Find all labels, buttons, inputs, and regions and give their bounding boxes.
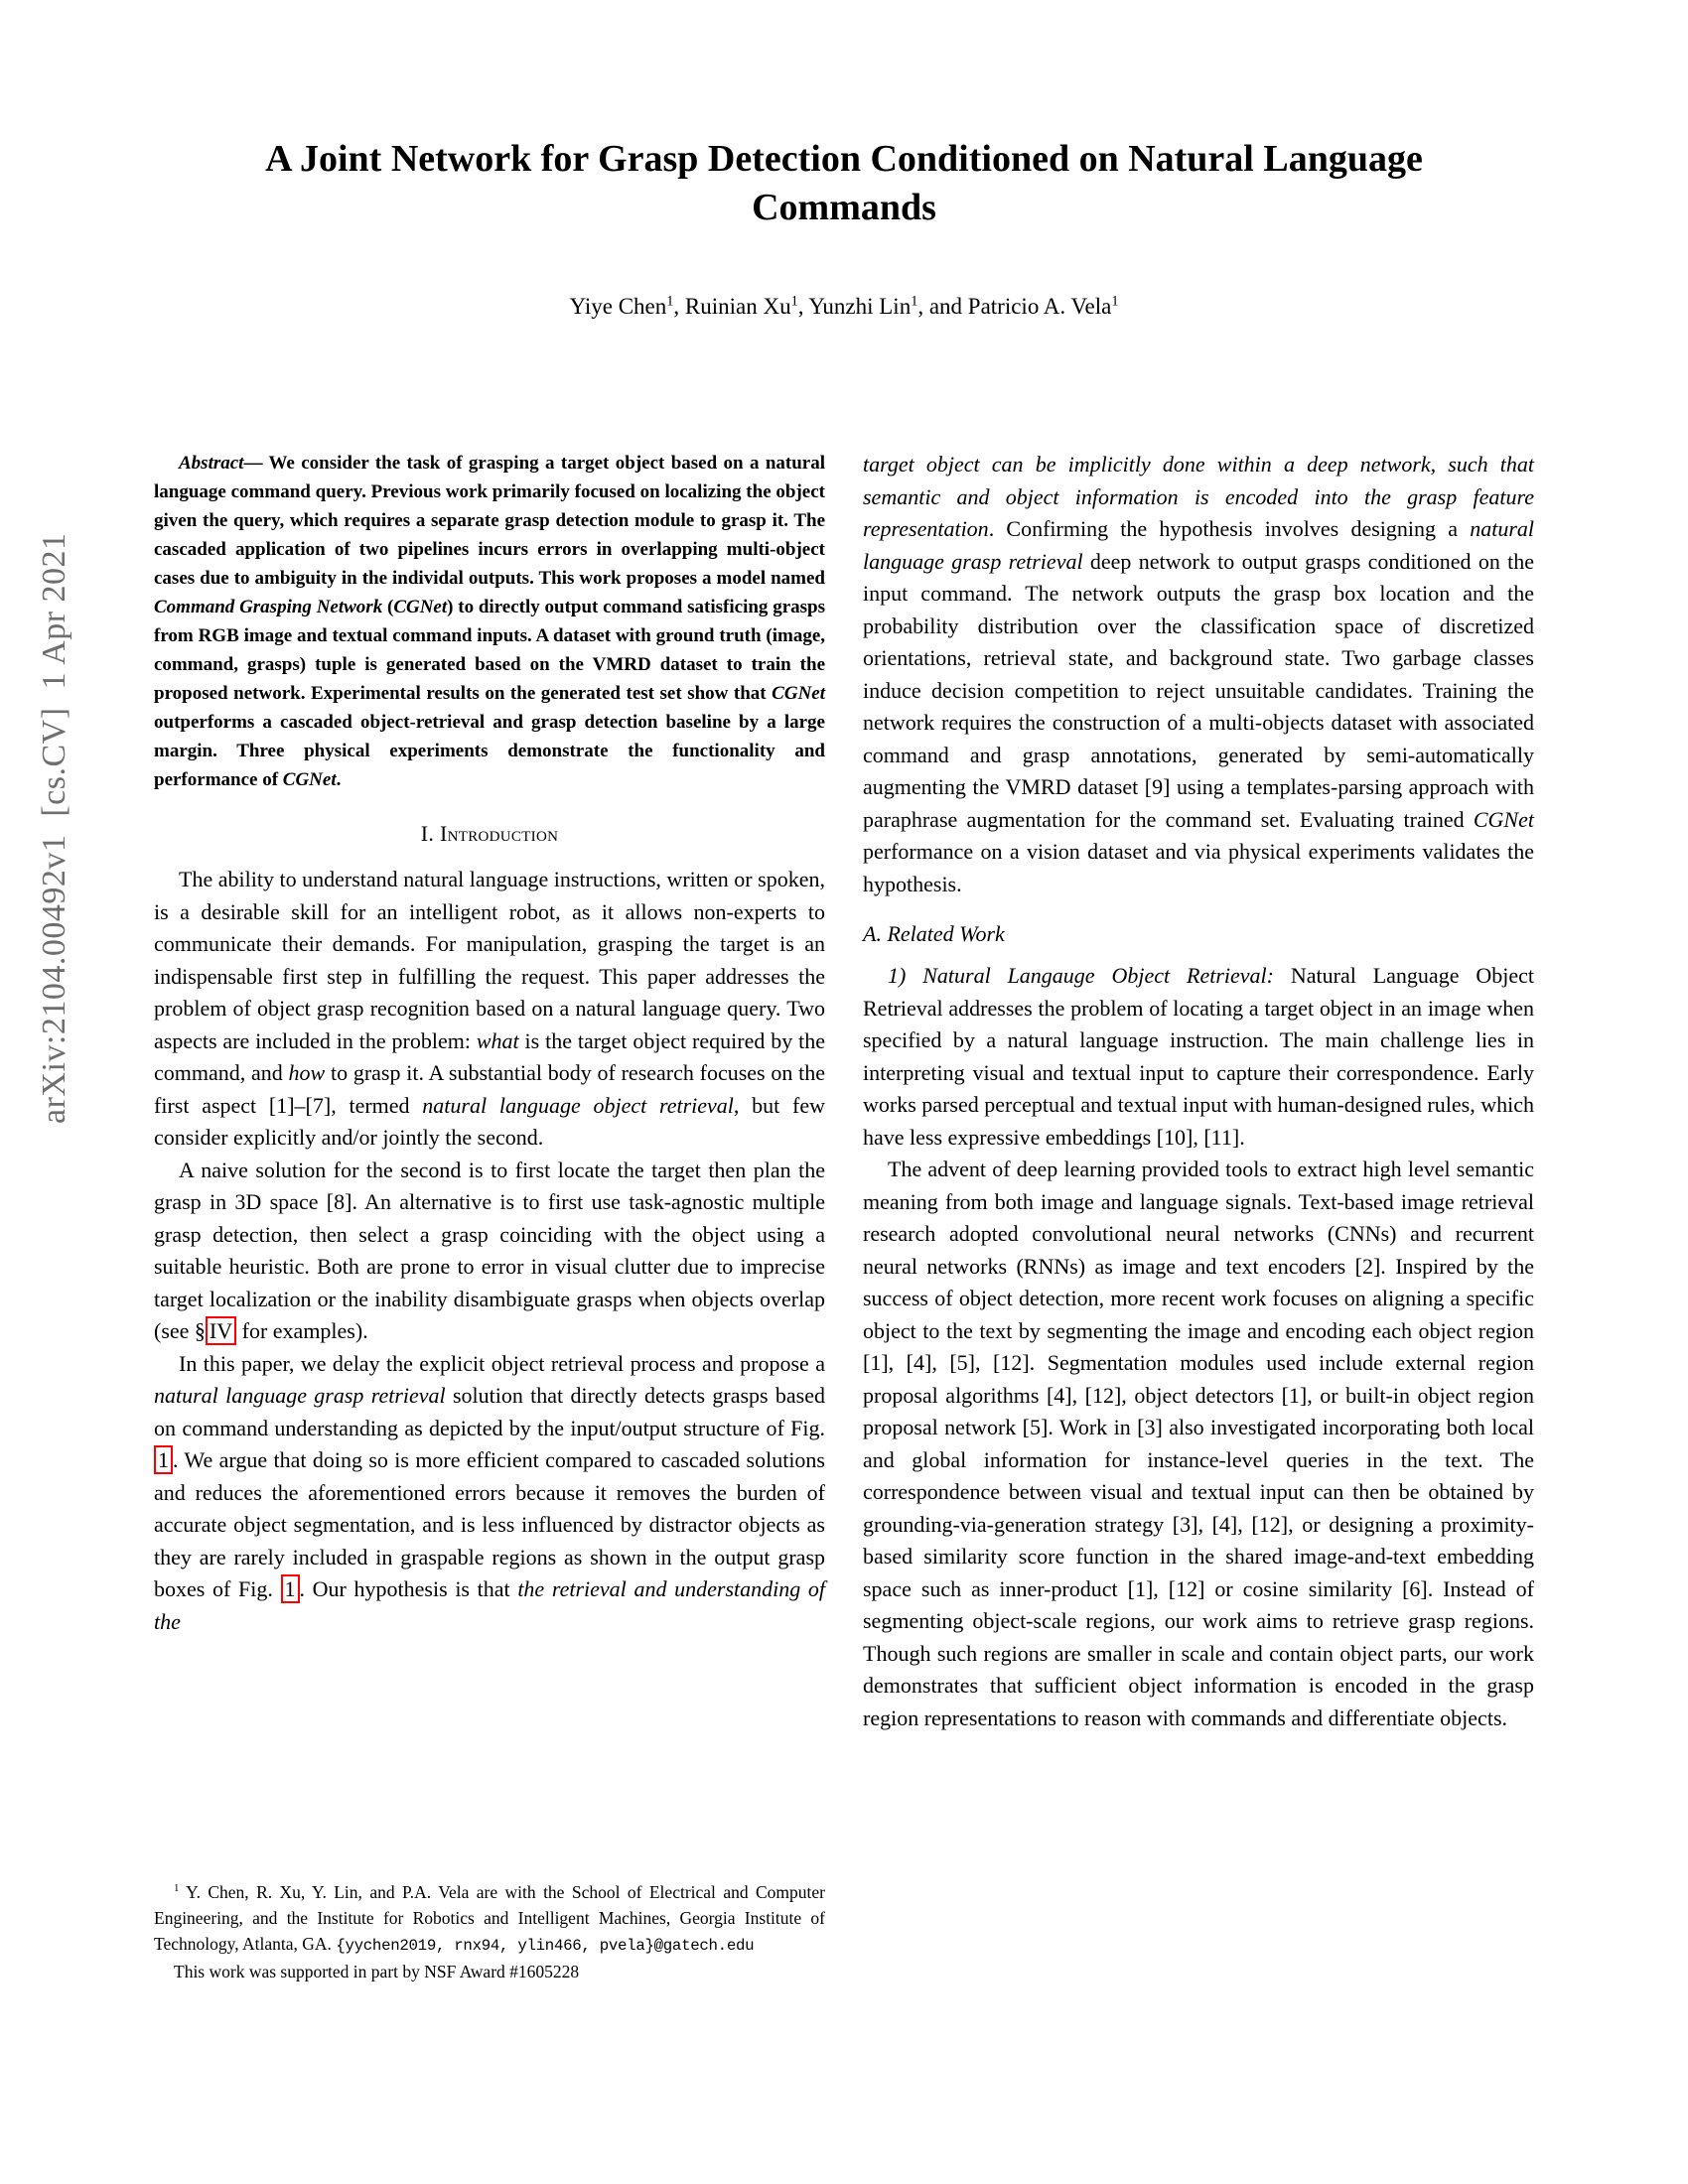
text-run: what — [476, 1027, 519, 1053]
right-column — [863, 449, 1534, 1734]
text-run: CGNet — [1473, 806, 1534, 832]
related-work-paragraph-1 — [863, 960, 1534, 1154]
text-run: natural language grasp retrieval — [154, 1383, 446, 1408]
text-run: 1 — [666, 293, 674, 310]
text-run: A naive solution for the second is to first locate the target then plan the grasp in 3D space [8]. An alternative is to first use task-agnostic multiple grasp detection, then select a grasp coinciding with the object using a suitable heuristic. Both are prone to error in visual clutter due to imprecise target localization or the inability disambiguate grasps when objects overlap (see § — [154, 1157, 825, 1343]
text-run: A. Related Work — [863, 921, 1005, 946]
paper-title-line-2: Commands — [752, 187, 936, 228]
text-run: This work was supported in part by NSF Award #1605228 — [174, 1962, 580, 1981]
text-run: CGNet — [772, 683, 825, 704]
abstract — [154, 449, 825, 794]
text-run: I. — [420, 821, 440, 846]
section-heading-introduction — [154, 821, 825, 847]
text-run: how — [288, 1060, 326, 1085]
text-run: Natural Language Object Retrieval addresses the problem of locating a target object in an image when specified by a natural language instruction. The main challenge lies in interpreting visual and textual input to capture their correspondence. Early works parsed perceptual and textual input with human-designed rules, which have less expressive embeddings [10], [11]. — [863, 963, 1534, 1150]
funding-footnote — [154, 1959, 825, 1984]
text-run: Yiye Chen — [569, 294, 667, 319]
text-run: ) to directly output command satisficing grasps from RGB image and textual command inputs. A dataset with ground truth (image, command, grasps) tuple is generated based on the VMRD dataset to train the proposed network. Experimental results on the generated test set show that — [154, 597, 825, 704]
text-run: CGNet — [393, 597, 448, 617]
left-column — [154, 449, 825, 1638]
author-line — [0, 294, 1688, 320]
text-run: for examples). — [236, 1318, 368, 1343]
text-run: 1 — [174, 1882, 180, 1895]
text-run: to grasp it. A substantial body of research focuses on the first aspect [1]–[7], termed — [154, 1060, 825, 1118]
author-emails: {yychen2019, rnx94, ylin466, pvela}@gatech.edu — [336, 1937, 755, 1955]
text-run: The advent of deep learning provided tools to extract high level semantic meaning from both image and language signals. Text-based image retrieval research adopted convolutional neural networks (CNNs) and recurrent neural networks (RNNs) as image and text encoders [2]. Inspired by the success of object detection, more recent work focuses on aligning a specific object to the text by segmenting the image and encoding each object region [1], [4], [5], [12]. Segmentation modules used include external region proposal algorithms [4], [12], object detectors [1], or built-in object region proposal network [5]. Work in [3] also investigated incorporating both local and global information for instance-level queries in the text. The correspondence between visual and textual input can then be obtained by grounding-via-generation strategy [3], [4], [12], or designing a proximity-based similarity score function in the shared image-and-text embedding space such as inner-product [1], [12] or cosine similarity [6]. Instead of segmenting object-scale regions, our work aims to retrieve grasp regions. Though such regions are smaller in scale and contain object parts, our work demonstrates that sufficient object information is encoded in the grasp region representations to reason with commands and differentiate objects. — [863, 1157, 1534, 1730]
text-run: Y. Chen, R. Xu, Y. Lin, and P.A. Vela are with the School of Electrical and Computer Engineering, and the Institute for Robotics and Intelligent Machines, Georgia Institute of Technology, Atlanta, GA. — [154, 1882, 825, 1954]
intro-paragraph-2 — [154, 1155, 825, 1348]
text-run: is the target object required by the command, and — [154, 1027, 825, 1085]
text-run: target object can be implicitly done within a deep network, such that semantic and object information is encoded into the grasp feature representation — [863, 452, 1534, 541]
text-run: performance on a vision dataset and via physical experiments validates the hypothesis. — [863, 839, 1534, 896]
text-run: natural language grasp retrieval — [863, 516, 1534, 574]
footnote-block — [154, 1879, 825, 1984]
affiliation-footnote — [154, 1879, 825, 1959]
text-run: outperforms a cascaded object-retrieval and grasp detection baseline by a large margin. Three physical experiments demonstrate the functionality and performance of — [154, 712, 825, 790]
intro-paragraph-1 — [154, 864, 825, 1155]
text-run: the retrieval and understanding of the — [154, 1576, 826, 1634]
text-run: solution that directly detects grasps based on command understanding as depicted by the input/output structure of Fig. — [154, 1383, 825, 1440]
figure-1-ref-link[interactable]: 1 — [281, 1574, 300, 1603]
section-iv-ref-link[interactable]: IV — [206, 1316, 236, 1345]
text-run: ( — [382, 597, 394, 617]
intro-paragraph-3 — [154, 1348, 825, 1639]
text-run: . Our hypothesis is that — [299, 1576, 518, 1601]
text-run: . — [336, 769, 342, 790]
text-run: 1 — [790, 293, 798, 310]
figure-1-ref-link[interactable]: 1 — [154, 1445, 173, 1474]
text-run: Abstract — [179, 453, 244, 474]
arxiv-watermark: arXiv:2104.00492v1 [cs.CV] 1 Apr 2021 — [36, 532, 72, 1124]
text-run: 1 — [911, 293, 918, 310]
text-run: In this paper, we delay the explicit object retrieval process and propose a — [179, 1350, 825, 1376]
hypothesis-continuation-paragraph — [863, 449, 1534, 900]
text-run: , but few consider explicitly and/or jointly the second. — [154, 1092, 825, 1150]
text-run: — We consider the task of grasping a target object based on a natural language command query. Previous work primarily focused on localizing the object given the query, which requires a separate grasp detection module to grasp it. The cascaded application of two pipelines incurs errors in overlapping multi-object cases due to ambiguity in the individal outputs. This work proposes a model named — [154, 453, 825, 589]
text-run: . We argue that doing so is more efficient compared to cascaded solutions and reduces the aforementioned errors because it removes the burden of accurate object segmentation, and is less influenced by distractor objects as they are rarely included in graspable regions as shown in the output grasp boxes of Fig. — [154, 1447, 825, 1601]
text-run: , Yunzhi Lin — [797, 294, 912, 319]
text-run: Command Grasping Network — [154, 597, 383, 617]
text-run: , and Patricio A. Vela — [917, 294, 1112, 319]
text-run: The ability to understand natural language instructions, written or spoken, is a desirable skill for an intelligent robot, as it allows non-experts to communicate their demands. For manipulation, grasping the target is an indispensable first step in fulfilling the request. This paper addresses the problem of object grasp recognition based on a natural language query. Two aspects are included in the problem: — [154, 867, 825, 1053]
paper-title-line-1: A Joint Network for Grasp Detection Conditioned on Natural Language — [265, 138, 1423, 180]
text-run: 1) Natural Langauge Object Retrieval: — [888, 963, 1274, 988]
text-run: Introduction — [439, 821, 559, 846]
text-run: 1 — [1111, 293, 1119, 310]
text-run: natural language object retrieval — [422, 1092, 734, 1118]
paper-header — [0, 0, 1688, 320]
text-run: , Ruinian Xu — [673, 294, 791, 319]
text-run: CGNet — [282, 769, 337, 790]
subsection-heading-related-work — [863, 921, 1534, 947]
text-run: deep network to output grasps conditioned on the input command. The network outputs the grasp box location and the probability distribution over the classification space of discretized orientations, retrieval state, and background state. Two garbage classes induce decision competition to reject unsuitable candidates. Training the network requires the construction of a multi-objects dataset with associated command and grasp annotations, generated by semi-automatically augmenting the VMRD dataset [9] using a templates-parsing approach with paraphrase augmentation for the command set. Evaluating trained — [863, 548, 1535, 832]
related-work-paragraph-2 — [863, 1154, 1534, 1734]
text-run: . Confirming the hypothesis involves designing a — [988, 516, 1471, 541]
